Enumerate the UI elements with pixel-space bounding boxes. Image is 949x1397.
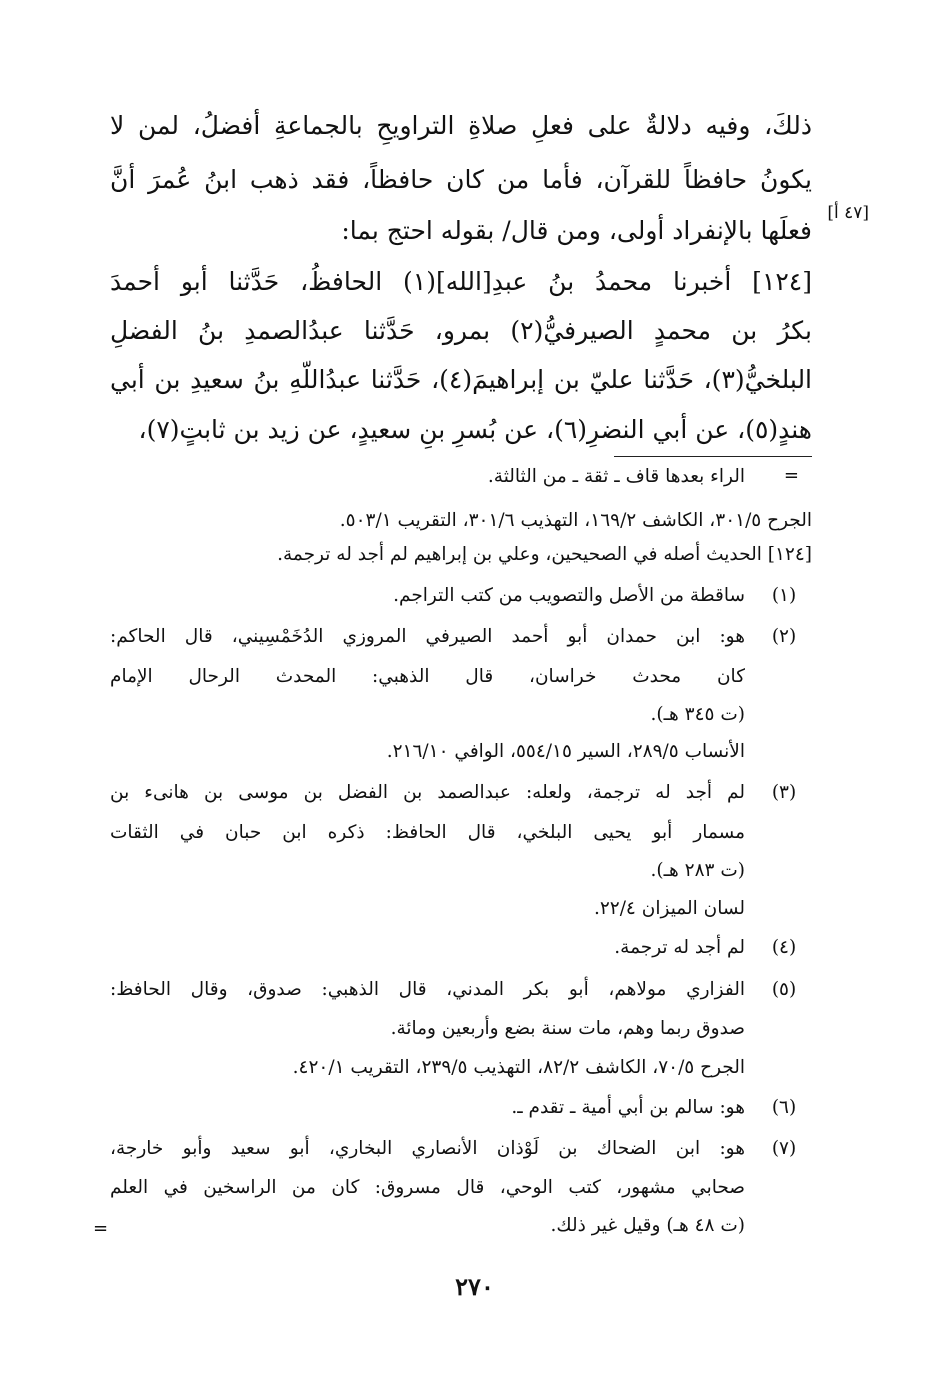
footnote-continuation-mark: = [93, 1218, 109, 1239]
footnote-text: لم أجد له ترجمة، ولعله: عبدالصمد بن الفضل بن موسى بن هانىء بن [110, 782, 745, 803]
footnote-text: الجرح ٧٠/٥، الكاشف ٨٢/٢، التهذيب ٢٣٩/٥، التقريب ٤٢٠/١. [292, 1057, 745, 1078]
footnote-text: الأنساب ٢٨٩/٥، السير ٥٥٤/١٥، الوافي ٢١٦/١٠. [386, 741, 745, 762]
footnote-number: (٧) [771, 1138, 797, 1159]
footnote-text: صحابي مشهور، كتب الوحي، قال مسروق: كان من الراسخين في العلم [110, 1177, 745, 1198]
footnote-text: مسمار أبو يحيى البلخي، قال الحافظ: ذكره ابن حبان في الثقات [110, 822, 745, 843]
footnote-text: (ت ٢٨٣ هـ). [650, 860, 745, 881]
footnote-text: لم أجد له ترجمة. [614, 937, 745, 958]
main-text-line: [١٢٤] أخبرنا محمدُ بنُ عبدِ[الله](١) الحافظُ، حَدَّثنا أبو أحمدَ [110, 267, 812, 296]
footnote-text: هو: سالم بن أبي أمية ـ تقدم ـ. [511, 1097, 745, 1118]
main-text-line: هندٍ(٥)، عن أبي النضرِ(٦)، عن بُسرِ بنِ سعيدٍ، عن زيد بن ثابتٍ(٧)، [138, 415, 812, 444]
footnote-continuation-mark: = [783, 465, 799, 486]
footnote-text: صدوق ربما وهم، مات سنة بضع وأربعين ومائة. [390, 1018, 745, 1039]
main-text-line: فعلَها بالإنفراد أولى، ومن قال/ بقوله احتج بما: [341, 216, 812, 245]
footnote-text: الفزاري مولاهم، أبو بكر المدني، قال الذهبي: صدوق، وقال الحافظ: [110, 979, 745, 1000]
footnote-text: هو: ابن الضحاك بن لَوْذان الأنصاري البخاري، أبو سعيد وأبو خارجة، [110, 1138, 745, 1159]
footnote-text: لسان الميزان ٢٢/٤. [593, 898, 745, 919]
footnote-number: (٣) [771, 782, 797, 803]
main-text-line: يكونُ حافظاً للقرآن، فأما من كان حافظاً، فقد ذهب ابنُ عُمرَ أنَّ [110, 165, 812, 194]
footnote-number: (١) [771, 585, 797, 606]
manuscript-folio-note: [٤٧ أ] [827, 203, 869, 223]
footnote-number: (٦) [771, 1097, 797, 1118]
footnote-text: هو: ابن حمدان أبو أحمد الصيرفي المروزي الدُخَمْسِيني، قال الحاكم: [110, 626, 745, 647]
footnote-divider [614, 456, 812, 457]
footnote-number: (٥) [771, 979, 797, 1000]
footnote-text: (ت ٤٨ هـ) وقيل غير ذلك. [550, 1215, 745, 1236]
page-number: ٢٧٠ [455, 1272, 494, 1301]
footnote-continuation: الراء بعدها قاف ـ ثقة ـ من الثالثة. [487, 466, 745, 487]
hadith-note: [١٢٤] الحديث أصله في الصحيحين، وعلي بن إبراهيم لم أجد له ترجمة. [277, 544, 812, 565]
main-text-line: بكرُ بن محمدٍ الصيرفيُّ(٢) بمرو، حَدَّثنا عبدُالصمدِ بنُ الفضلِ [110, 316, 812, 345]
main-text-line: البلخيُّ(٣)، حَدَّثنا عليّ بن إبراهيمَ(٤)، حَدَّثنا عبدُاللّهِ بنُ سعيدِ بن أبي [110, 365, 812, 394]
footnote-text: ساقطة من الأصل والتصويب من كتب التراجم. [393, 585, 745, 606]
footnote-number: (٢) [771, 626, 797, 647]
footnote-text: (ت ٣٤٥ هـ). [650, 704, 745, 725]
footnote-text: كان محدث خراسان، قال الذهبي: المحدث الرحال الإمام [110, 666, 745, 687]
footnote-references: الجرح ٣٠١/٥، الكاشف ١٦٩/٢، التهذيب ٣٠١/٦، التقريب ٥٠٣/١. [339, 510, 812, 531]
main-text-line: ذلكَ، وفيه دلالةٌ على فعلِ صلاةِ التراويحِ بالجماعةِ أفضلُ، لمن لا [110, 111, 812, 140]
footnote-number: (٤) [771, 937, 797, 958]
